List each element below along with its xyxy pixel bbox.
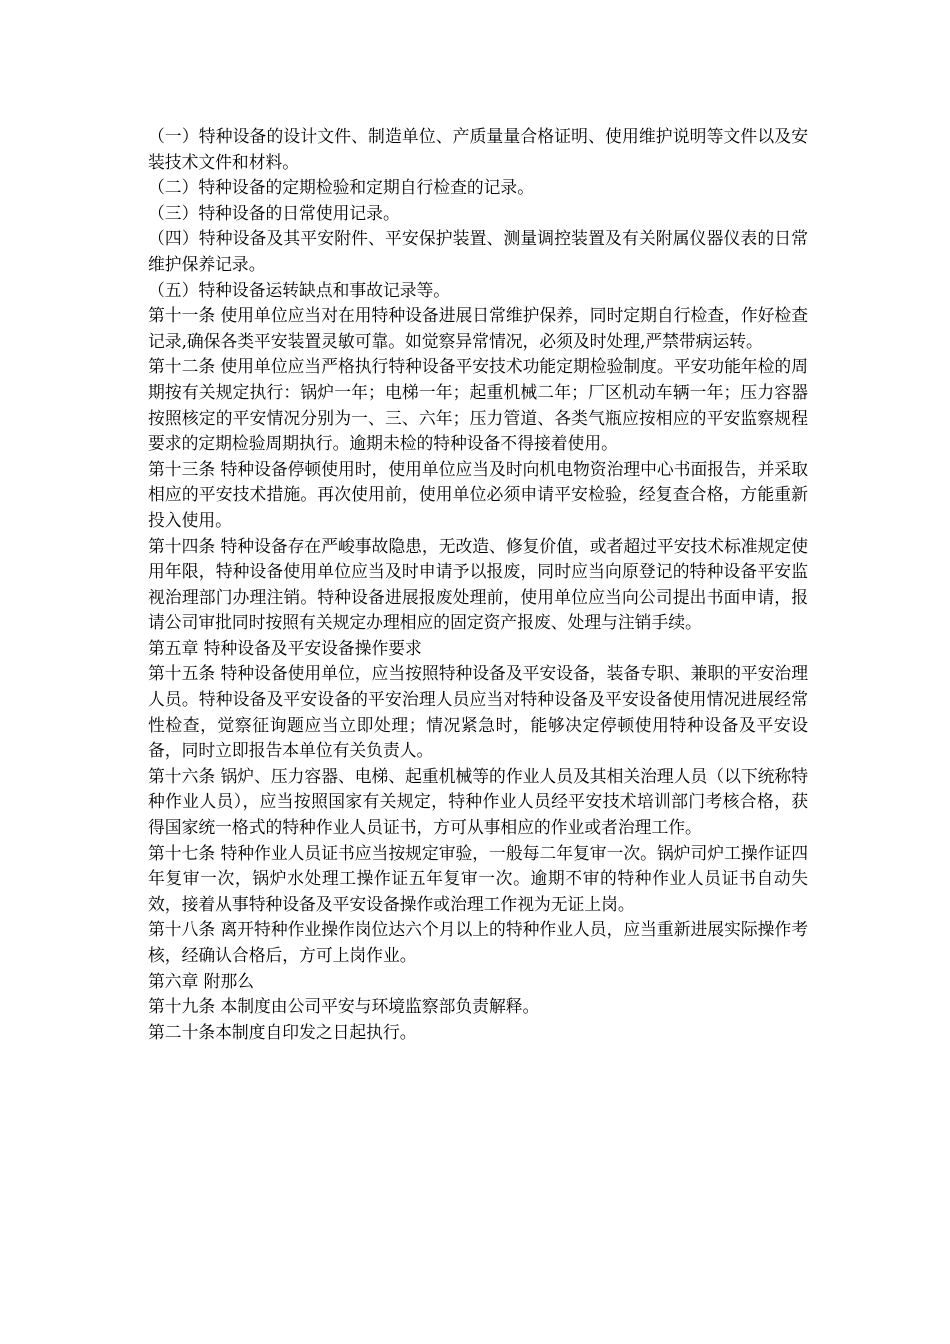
article-13: 第十三条 特种设备停顿使用时，使用单位应当及时向机电物资治理中心书面报告，并采取相应的平安技术措施。再次使用前，使用单位必须申请平安检验，经复查合格，方能重新投入使用。 — [148, 458, 808, 530]
chapter-6-heading: 第六章 附那么 — [148, 970, 255, 991]
paragraph-item-1: （一）特种设备的设计文件、制造单位、产质量量合格证明、使用维护说明等文件以及安装技术文件和材料。 — [148, 126, 808, 172]
paragraph-item-4: （四）特种设备及其平安附件、平安保护装置、测量调控装置及有关附属仪器仪表的日常维护保养记录。 — [148, 228, 808, 274]
paragraph-item-2: （二）特种设备的定期检验和定期自行检查的记录。 — [148, 177, 534, 198]
chapter-5-heading: 第五章 特种设备及平安设备操作要求 — [148, 637, 422, 658]
article-18: 第十八条 离开特种作业操作岗位达六个月以上的特种作业人员，应当重新进展实际操作考核，经确认合格后，方可上岗作业。 — [148, 919, 808, 965]
article-11: 第十一条 使用单位应当对在用特种设备进展日常维护保养，同时定期自行检查，作好检查记录,确保各类平安装置灵敏可靠。如觉察异常情况，必须及时处理,严禁带病运转。 — [148, 305, 808, 351]
article-15: 第十五条 特种设备使用单位，应当按照特种设备及平安设备，装备专职、兼职的平安治理人员。特种设备及平安设备的平安治理人员应当对特种设备及平安设备使用情况进展经常性检查，觉察征询题应当立即处理；情况紧急时，能够决定停顿使用特种设备及平安设备，同时立即报告本单位有关负责人。 — [148, 663, 808, 761]
article-20: 第二十条本制度自印发之日起执行。 — [148, 1021, 417, 1042]
article-14: 第十四条 特种设备存在严峻事故隐患，无改造、修复价值，或者超过平安技术标准规定使用年限，特种设备使用单位应当及时申请予以报废，同时应当向原登记的特种设备平安监视治理部门办理注销。特种设备进展报废处理前，使用单位应当向公司提出书面申请，报请公司审批同时按照有关规定办理相应的固定资产报废、处理与注销手续。 — [148, 535, 808, 633]
document-body — [148, 124, 808, 1045]
article-12: 第十二条 使用单位应当严格执行特种设备平安技术功能定期检验制度。平安功能年检的周期按有关规定执行：锅炉一年；电梯一年；起重机械二年；厂区机动车辆一年；压力容器按照核定的平安情况分别为一、三、六年；压力管道、各类气瓶应按相应的平安监察规程要求的定期检验周期执行。逾期未检的特种设备不得接着使用。 — [148, 356, 808, 454]
paragraph-item-3: （三）特种设备的日常使用记录。 — [148, 202, 400, 223]
paragraph-item-5: （五）特种设备运转缺点和事故记录等。 — [148, 279, 451, 300]
article-19: 第十九条 本制度由公司平安与环境监察部负责解释。 — [148, 996, 540, 1017]
article-17: 第十七条 特种作业人员证书应当按规定审验，一般每二年复审一次。锅炉司炉工操作证四年复审一次，锅炉水处理工操作证五年复审一次。逾期不审的特种作业人员证书自动失效，接着从事特种设备及平安设备操作或治理工作视为无证上岗。 — [148, 842, 808, 914]
article-16: 第十六条 锅炉、压力容器、电梯、起重机械等的作业人员及其相关治理人员（以下统称特种作业人员），应当按照国家有关规定，特种作业人员经平安技术培训部门考核合格，获得国家统一格式的特种作业人员证书，方可从事相应的作业或者治理工作。 — [148, 765, 808, 838]
